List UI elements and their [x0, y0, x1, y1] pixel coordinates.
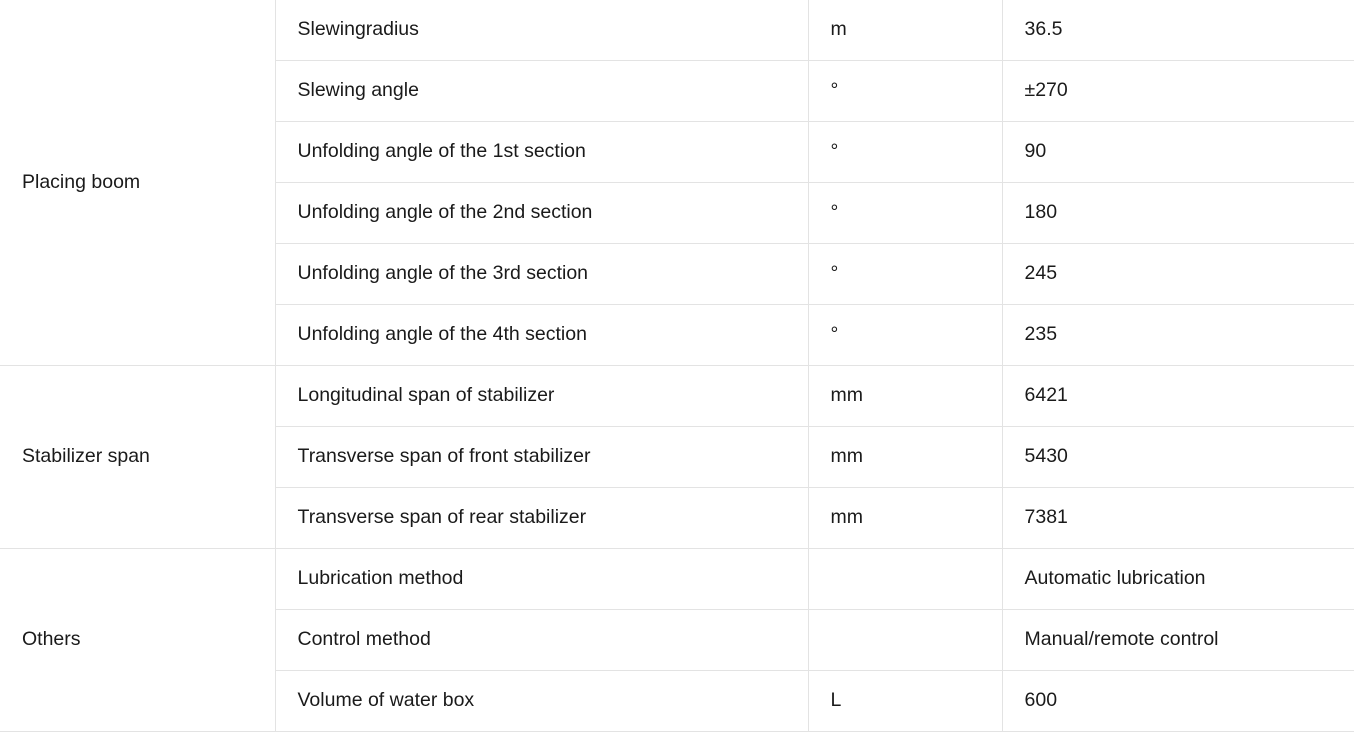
unit-label: mm	[808, 366, 1002, 427]
table-row	[0, 0, 1354, 61]
parameter-label: Control method	[275, 610, 808, 671]
unit-label: m	[808, 0, 1002, 61]
value-label: 600	[1002, 671, 1354, 732]
table-row	[0, 549, 1354, 610]
unit-label	[808, 610, 1002, 671]
parameter-label: Transverse span of rear stabilizer	[275, 488, 808, 549]
value-label: 5430	[1002, 427, 1354, 488]
unit-label	[808, 549, 1002, 610]
parameter-label: Transverse span of front stabilizer	[275, 427, 808, 488]
unit-label: °	[808, 305, 1002, 366]
unit-label: °	[808, 183, 1002, 244]
value-label: 36.5	[1002, 0, 1354, 61]
parameter-label: Unfolding angle of the 4th section	[275, 305, 808, 366]
parameter-label: Unfolding angle of the 1st section	[275, 122, 808, 183]
value-label: 7381	[1002, 488, 1354, 549]
unit-label: °	[808, 122, 1002, 183]
value-label: Automatic lubrication	[1002, 549, 1354, 610]
parameter-label: Slewingradius	[275, 0, 808, 61]
table-row	[0, 366, 1354, 427]
unit-label: mm	[808, 488, 1002, 549]
value-label: Manual/remote control	[1002, 610, 1354, 671]
unit-label: L	[808, 671, 1002, 732]
group-label-placing-boom: Placing boom	[0, 0, 275, 366]
unit-label: °	[808, 244, 1002, 305]
parameter-label: Unfolding angle of the 3rd section	[275, 244, 808, 305]
parameter-label: Lubrication method	[275, 549, 808, 610]
value-label: 90	[1002, 122, 1354, 183]
value-label: 180	[1002, 183, 1354, 244]
value-label: 235	[1002, 305, 1354, 366]
unit-label: °	[808, 61, 1002, 122]
value-label: 245	[1002, 244, 1354, 305]
parameter-label: Unfolding angle of the 2nd section	[275, 183, 808, 244]
group-label-others: Others	[0, 549, 275, 732]
parameter-label: Slewing angle	[275, 61, 808, 122]
unit-label: mm	[808, 427, 1002, 488]
value-label: ±270	[1002, 61, 1354, 122]
parameter-label: Longitudinal span of stabilizer	[275, 366, 808, 427]
parameter-label: Volume of water box	[275, 671, 808, 732]
group-label-stabilizer-span: Stabilizer span	[0, 366, 275, 549]
value-label: 6421	[1002, 366, 1354, 427]
